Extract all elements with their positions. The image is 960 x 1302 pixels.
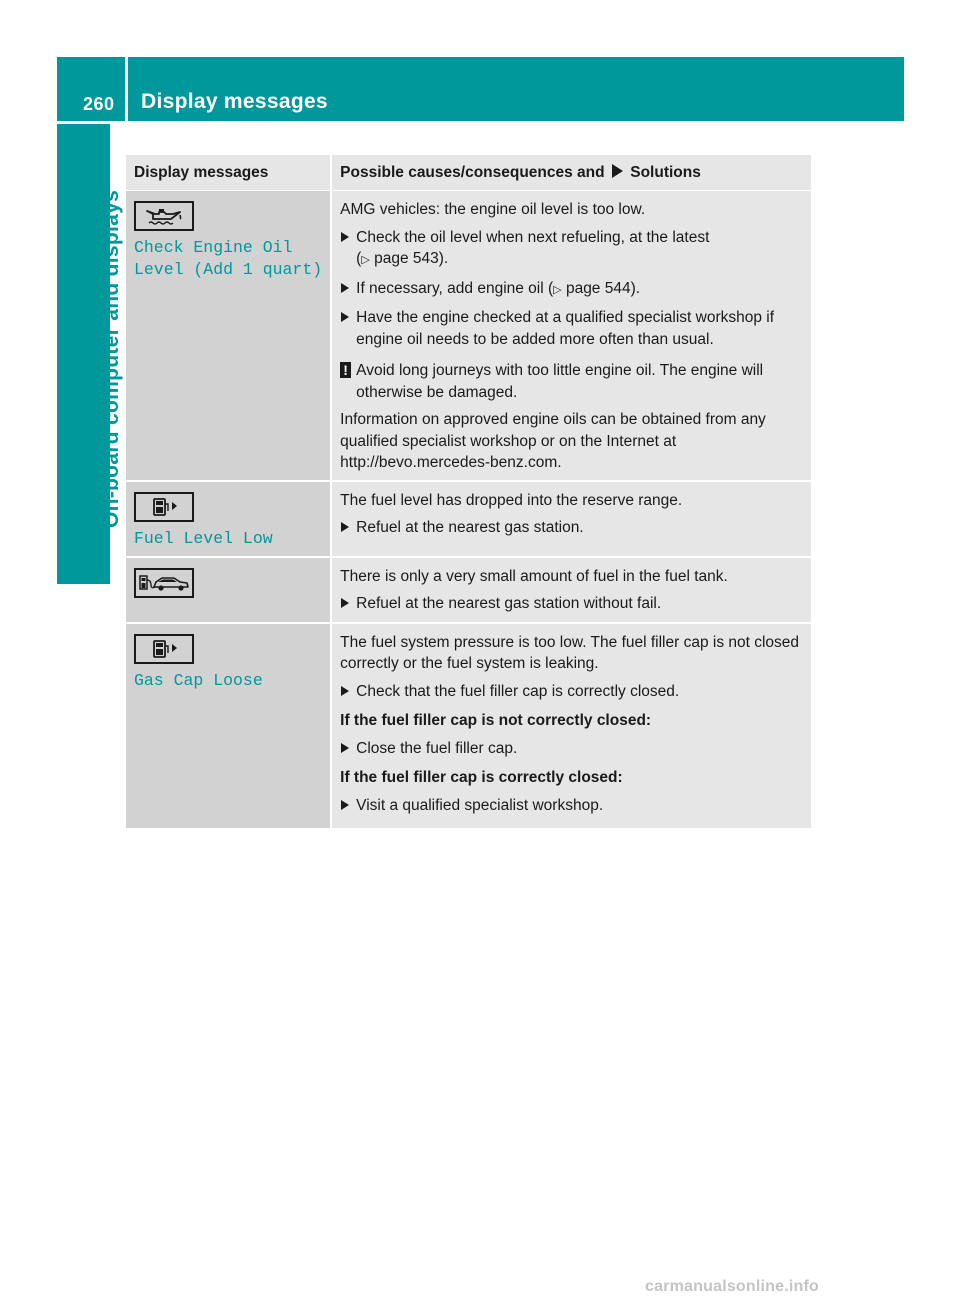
- page-title: Display messages: [141, 90, 328, 113]
- message-line: Check Engine Oil: [134, 238, 293, 257]
- page-header: [57, 57, 904, 121]
- solution-step: Refuel at the nearest gas station without fail.: [340, 593, 803, 615]
- table-row: [126, 557, 811, 623]
- col-header-causes: Possible causes/consequences and: [340, 163, 605, 181]
- solution-cell: [331, 481, 811, 557]
- info-text: Information on approved engine oils can be obtained from any qualified specialist workshop or on the Internet at http://bevo.mercedes-benz.com.: [340, 411, 766, 471]
- table-header-row: [126, 155, 811, 191]
- solution-step: Visit a qualified specialist workshop.: [340, 795, 803, 817]
- solution-step: [340, 278, 803, 302]
- warning-note: [340, 360, 803, 403]
- solution-cell: [331, 191, 811, 481]
- message-cell: [126, 481, 331, 557]
- fuel-pump-icon: [134, 634, 194, 664]
- table-row: [126, 191, 811, 481]
- page-number: 260: [83, 94, 115, 114]
- fuel-pump-car-icon: [134, 568, 194, 598]
- message-line: Level (Add 1 quart): [134, 260, 323, 279]
- solutions-arrow-icon: [612, 164, 623, 178]
- cause-text: There is only a very small amount of fuel in the fuel tank.: [340, 567, 728, 585]
- message-text: Gas Cap Loose: [134, 670, 263, 690]
- condition-heading: If the fuel filler cap is correctly closed:: [340, 769, 623, 786]
- solution-cell: [331, 623, 811, 829]
- step-text: If necessary, add engine oil (: [356, 279, 554, 297]
- solution-step: Close the fuel filler cap.: [340, 738, 803, 760]
- solution-step: Have the engine checked at a qualified specialist workshop if engine oil needs to be added more often than usual.: [340, 307, 803, 350]
- message-text: [134, 237, 322, 281]
- watermark: carmanualsonline.info: [645, 1278, 820, 1295]
- cause-text: The fuel level has dropped into the reserve range.: [340, 491, 683, 509]
- section-title: On-board computer and displays: [100, 189, 123, 528]
- page-ref-open: (: [356, 250, 362, 267]
- col-header-causes-solutions: [331, 155, 811, 191]
- col-header-display-messages: Display messages: [126, 155, 331, 191]
- cause-text: The fuel system pressure is too low. The fuel filler cap is not closed correctly or the fuel system is leaking.: [340, 633, 800, 672]
- message-text: Fuel Level Low: [134, 528, 273, 548]
- engine-oil-can-icon: [134, 201, 194, 231]
- warning-icon: !: [340, 362, 351, 378]
- fuel-pump-icon: [134, 492, 194, 522]
- message-cell: [126, 191, 331, 481]
- page-ref-triangle-icon: ▷: [361, 254, 370, 266]
- display-messages-table: [126, 155, 811, 830]
- solution-step: [340, 227, 803, 272]
- header-divider: [125, 57, 128, 121]
- message-cell: [126, 557, 331, 623]
- page-ref-triangle-icon: ▷: [553, 283, 562, 296]
- warning-text: Avoid long journeys with too little engine oil. The engine will otherwise be damaged.: [356, 362, 764, 401]
- page-ref[interactable]: page 543).: [369, 250, 449, 267]
- page-ref[interactable]: page 544).: [561, 279, 641, 297]
- table-row: [126, 481, 811, 557]
- table-row: [126, 623, 811, 829]
- message-cell: [126, 623, 331, 829]
- condition-heading: If the fuel filler cap is not correctly closed:: [340, 712, 652, 729]
- solution-cell: [331, 557, 811, 623]
- solution-step: Refuel at the nearest gas station.: [340, 517, 803, 539]
- solution-step: Check that the fuel filler cap is correctly closed.: [340, 681, 803, 703]
- col-header-solutions: Solutions: [630, 163, 701, 181]
- step-text: Check the oil level when next refueling, at the latest: [356, 228, 710, 246]
- cause-text: AMG vehicles: the engine oil level is too low.: [340, 201, 646, 218]
